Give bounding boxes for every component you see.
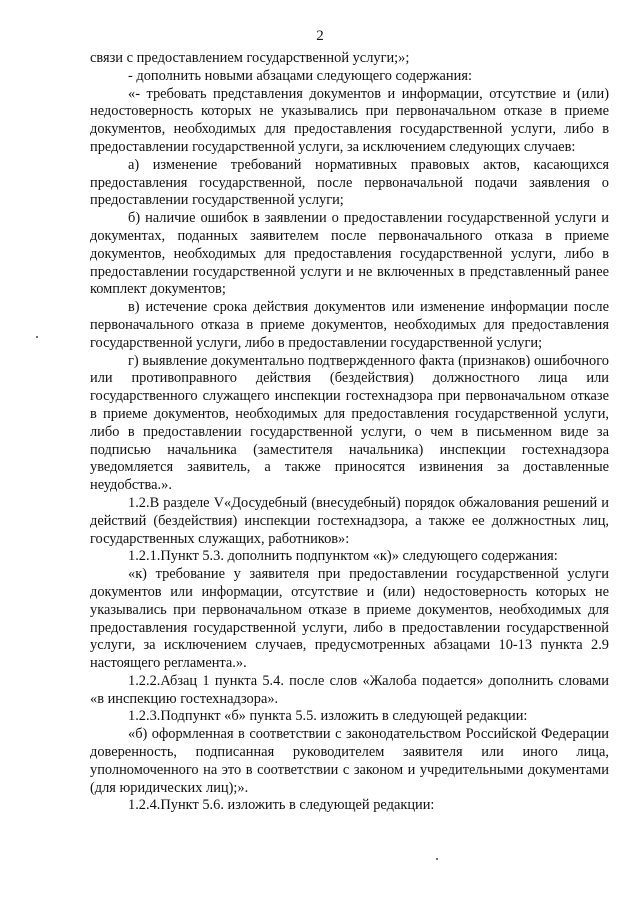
paragraph-3: «- требовать представления документов и информации, отсутствие и (или) недостоверность которых не указывались при первоначальном отказе в приеме документов, необходимых для предоставления государственной услуги, либо в предоставлении государственной услуги, за исключением следующих случаев: [90,85,609,155]
scan-speck [36,336,38,338]
paragraph-1-2: 1.2.В разделе V«Досудебный (внесудебный) порядок обжалования решений и действий (бездействия) инспекции гостехнадзора, а также ее должностных лиц, государственных служащих, работников»: [90,494,609,547]
paragraph-k: «к) требование у заявителя при предоставлении государственной услуги документов или информации, отсутствие и (или) недостоверность которых не указывались при первоначальном отказе в приеме документов, необходимых для предоставления государственной услуги, либо в предоставлении государственной услуги, за исключением случаев, предусмотренных абзацами 10-13 пункта 2.9 настоящего регламента.». [90,566,609,672]
paragraph-1: связи с предоставлением государственной услуги;»; [90,50,410,66]
paragraph-case-a: а) изменение требований нормативных правовых актов, касающихся предоставления государственной, после первоначальной подачи заявления о предоставлении государственной услуги; [90,156,609,209]
paragraph-1-2-4: 1.2.4.Пункт 5.6. изложить в следующей редакции: [128,797,435,814]
paragraph-2: - дополнить новыми абзацами следующего содержания: [128,67,472,84]
paragraph-1-2-1: 1.2.1.Пункт 5.3. дополнить подпунктом «к)» следующего содержания: [128,548,558,565]
paragraph-b: «б) оформленная в соответствии с законодательством Российской Федерации доверенность, подписанная руководителем заявителя или иного лица, уполномоченного на это в соответствии с законом и учредительными документами (для юридических лиц);». [90,726,609,796]
scan-speck [436,858,438,860]
page-number: 2 [316,28,324,44]
paragraph-1-2-3: 1.2.3.Подпункт «б» пункта 5.5. изложить в следующей редакции: [128,708,528,725]
paragraph-case-d: г) выявление документально подтвержденного факта (признаков) ошибочного или противоправного действия (бездействия) должностного лица или государственного служащего инспекции гостехнадзора при первоначальном отказе в приеме документов, необходимых для предоставления государственной услуги, либо в предоставлении государственной услуги, о чем в письменном виде за подписью начальника (заместителя начальника) инспекции гостехнадзора уведомляется заявитель, а также приносятся извинения за доставленные неудобства.». [90,352,609,494]
paragraph-case-b: б) наличие ошибок в заявлении о предоставлении государственной услуги и документах, поданных заявителем после первоначального отказа в приеме документов, необходимых для предоставления государственной услуги, либо в предоставлении государственной услуги и не включенных в представленный ранее комплект документов; [90,210,609,298]
document-body [90,50,609,815]
paragraph-case-c: в) истечение срока действия документов или изменение информации после первоначального отказа в приеме документов, необходимых для предоставления государственной услуги, либо в предоставлении государственной услуги; [90,299,609,351]
paragraph-1-2-2: 1.2.2.Абзац 1 пункта 5.4. после слов «Жалоба подается» дополнить словами «в инспекцию гостехнадзора». [90,672,609,707]
